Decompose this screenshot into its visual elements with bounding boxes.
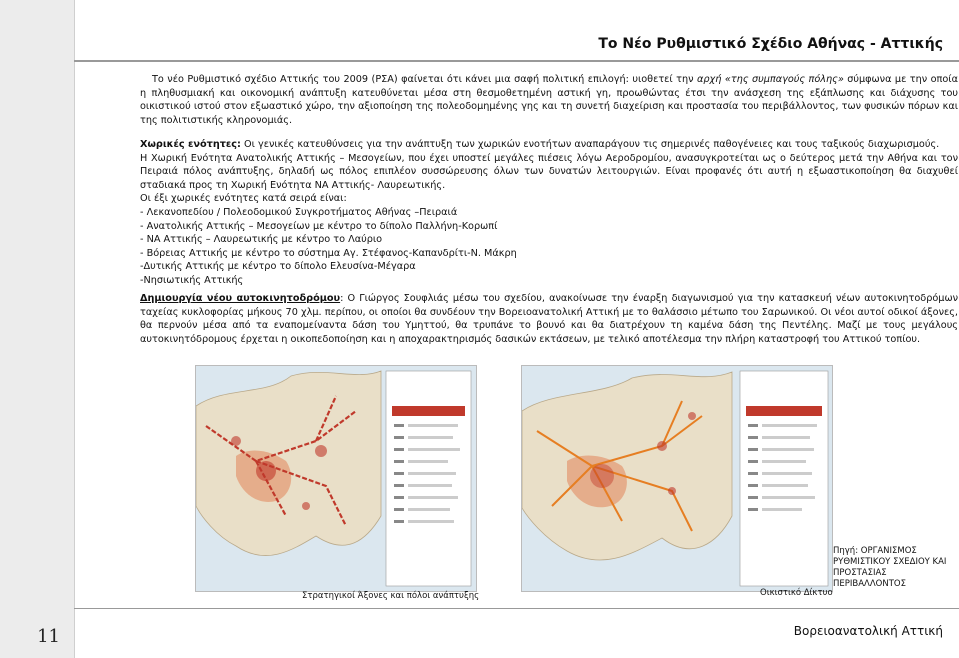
list-item: -Νησιωτικής Αττικής <box>140 274 244 286</box>
footer-region-label: Βορειοανατολική Αττική <box>793 624 943 638</box>
list-item: - Βόρειας Αττικής με κέντρο το σύστημα Αγ. Στέφανος-Καπανδρίτι-Ν. Μάκρη <box>140 247 517 259</box>
intro-paragraph <box>140 73 958 127</box>
left-margin-band <box>0 0 75 658</box>
right-map-caption: Οικιστικό Δίκτυο <box>760 588 833 598</box>
strategic-axes-map <box>195 365 477 592</box>
list-item: - Ανατολικής Αττικής – Μεσογείων με κέντρο το δίπολο Παλλήνη-Κορωπί <box>140 220 498 232</box>
regions-section <box>140 138 958 288</box>
motorway-section <box>140 292 958 346</box>
page-number: 11 <box>37 626 60 647</box>
settlement-network-map <box>521 365 833 592</box>
regions-lead: Χωρικές ενότητες: <box>140 139 241 150</box>
header-divider <box>74 60 959 62</box>
list-item: - ΝΑ Αττικής – Λαυρεωτικής με κέντρο το Λαύριο <box>140 234 383 246</box>
left-map-caption: Στρατηγικοί Άξονες και πόλοι ανάπτυξης <box>302 591 480 601</box>
list-item: - Λεκανοπεδίου / Πολεοδομικού Συγκροτήματος Αθήνας –Πειραιά <box>140 206 458 218</box>
motorway-text: : Ο Γιώργος Σουφλιάς μέσω του σχεδίου, ανακοίνωσε την έναρξη διαγωνισμού για την κατασκευή νέων αυτοκινητοδρόμων ταχείας κυκλοφορίας μήκους 70 χλμ. περίπου, οι οποίοι θα συνδέουν την Βορειοανατολική Αττική με το θαλάσσιο μέτωπο του Σαρωνικού. Οι νέοι αυτοί οδικοί άξονες, θα περνούν μέσα από τα εναπομείναντα δάση του Υμηττού, θα τρυπάνε το βουνό και θα διατρέχουν τη καμένα δάση της Πεντέλης. Μαζί με τους μεγάλους αυτοκινητόδρομους έρχεται η οικοπεδοποίηση και η αποχαρακτηρισμός δασικών εκτάσεων, με τελικό αποτέλεσμα την πλήρη καταστροφή του Αττικού τοπίου. <box>140 293 958 345</box>
motorway-lead: Δημιουργία νέου αυτοκινητοδρόμου <box>140 293 341 304</box>
list-item: -Δυτικής Αττικής με κέντρο το δίπολο Ελευσίνα-Μέγαρα <box>140 261 416 273</box>
intro-emphasis: αρχή «της συμπαγούς πόλης» <box>697 74 844 85</box>
source-note: Πηγή: ΟΡΓΑΝΙΣΜΟΣ ΡΥΘΜΙΣΤΙΚΟΥ ΣΧΕΔΙΟΥ ΚΑΙ ΠΡΟΣΤΑΣΙΑΣ ΠΕΡΙΒΑΛΛΟΝΤΟΣ <box>833 546 947 589</box>
regions-line1: Οι γενικές κατευθύνσεις για την ανάπτυξη των χωρικών ενοτήτων αναπαράγουν τις σημερινές παθογένειες και τους ταξικούς διαχωρισμούς. <box>240 139 940 150</box>
footer-divider <box>74 608 959 609</box>
regions-line2: Η Χωρική Ενότητα Ανατολικής Αττικής – Μεσογείων, που έχει υποστεί μεγάλες πιέσεις λόγω Αεροδρομίου, ανασυγκροτείται ως ο δεύτερος μετά την Αθήνα και τον Πειραιά πόλος ανάπτυξης, δηλαδή ως πόλος επιπλέον συσσώρευσης όλων των δυνατών λειτουργιών. Είναι προφανές ότι αυτή η εξωαστικοποίηση θα διαχυθεί σταδιακά προς τη Χωρική Ενότητα ΝΑ Αττικής- Λαυρεωτικής. <box>140 152 958 191</box>
page-title: Το Νέο Ρυθμιστικό Σχέδιο Αθήνας - Αττικής <box>598 36 943 52</box>
regions-list-intro: Οι έξι χωρικές ενότητες κατά σειρά είναι: <box>140 193 347 205</box>
intro-text-part2: σύμφωνα με την οποία η πληθυσμιακή και οικονομική ανάπτυξη κατευθύνεται μέσα στη θεσμοθετημένη αστική γη, προωθώντας έτσι την ανάσχεση της εξάπλωσης και διάχυσης του οικιστικού ιστού στον εξωαστικό χώρο, την αξιοποίηση της πολεοδομημένης γης και τη συνετή διαχείριση και προστασία του περιβάλλοντος, των φυσικών πόρων και της πολιτιστικής κληρονομιάς. <box>140 74 958 126</box>
intro-text-part1: Το νέο Ρυθμιστικό σχέδιο Αττικής του 2009 (ΡΣΑ) φαίνεται ότι κάνει μια σαφή πολιτική επιλογή: υιοθετεί την <box>152 74 697 85</box>
